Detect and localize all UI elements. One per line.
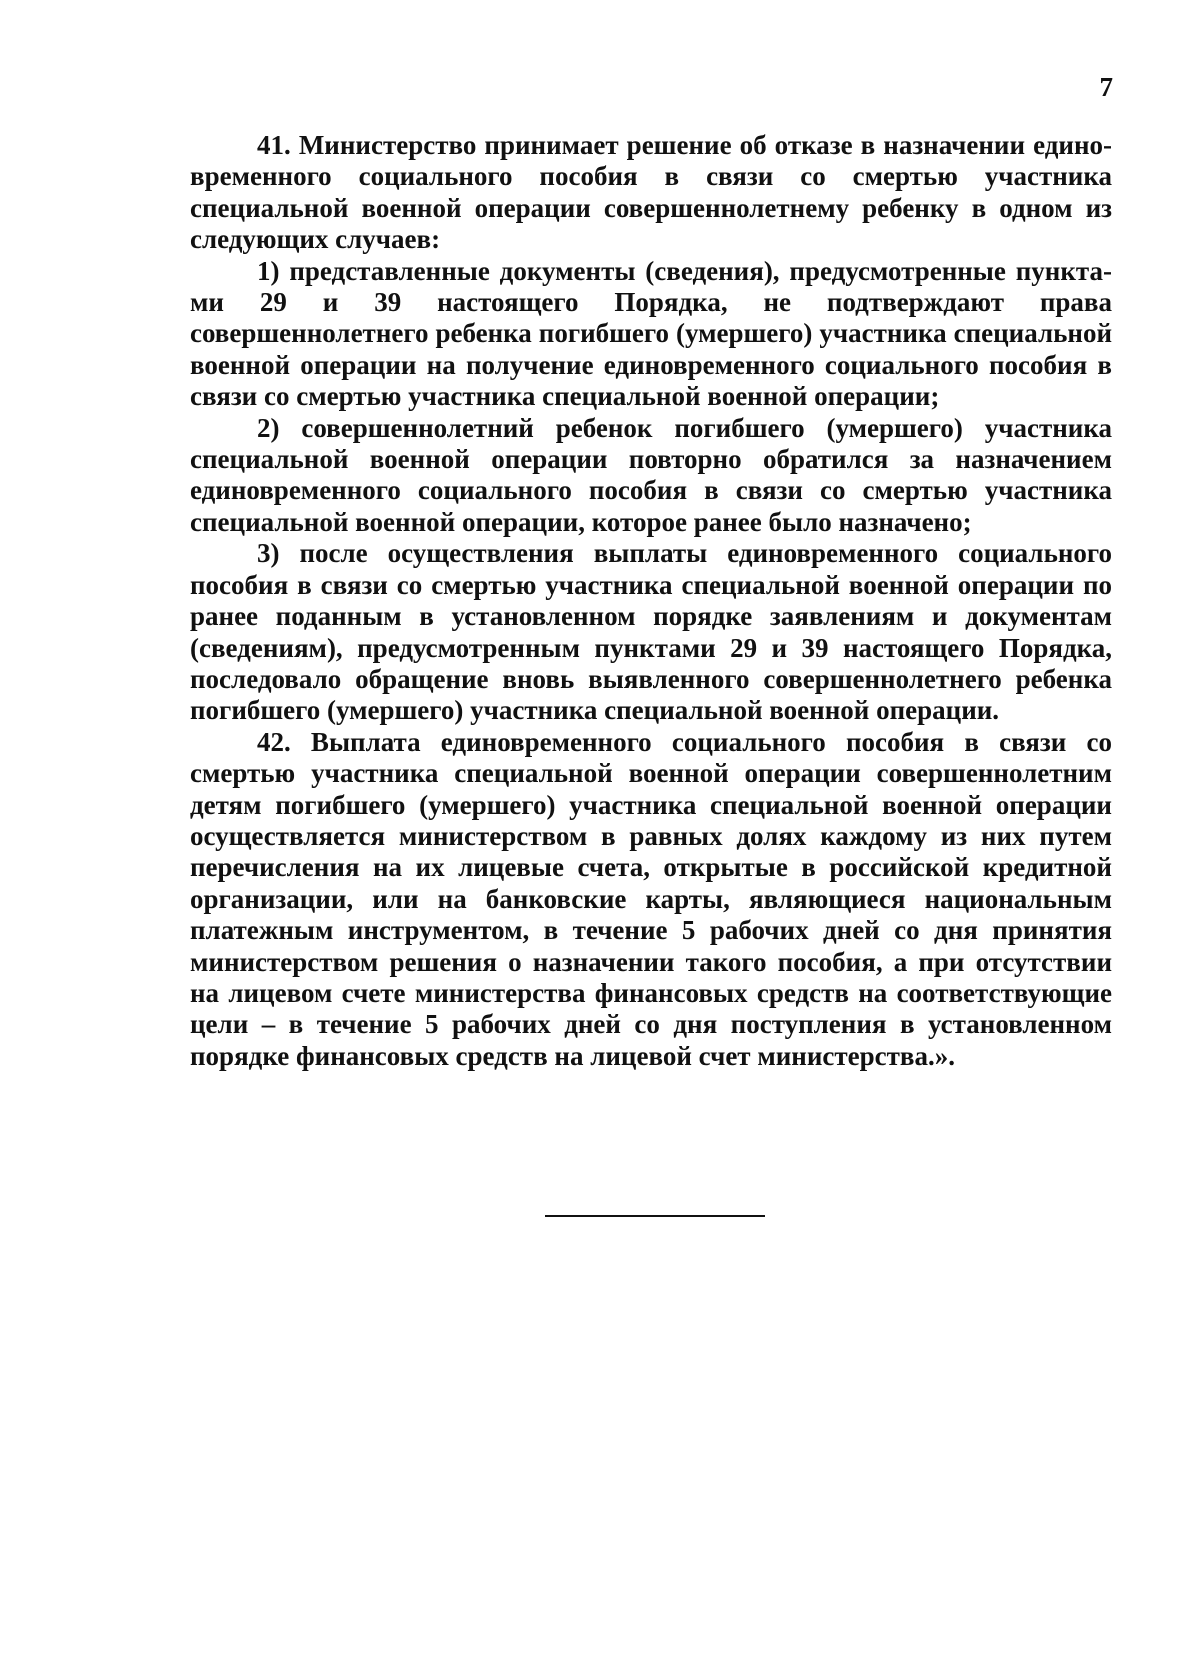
paragraph-41-item-3: 3) после осуществления выплаты единовременного социального пособия в связи со смертью участника специальной военной операции по ранее поданным в установленном порядке заявлениям и документам (сведениям), предусмотренным пунктами 29 и 39 настоящего Порядка, последовало обращение вновь выявленного совершеннолетнего ребенка погибшего (умершего) участника специальной военной операции. (190, 538, 1112, 726)
paragraph-41-item-2: 2) совершеннолетний ребенок погибшего (умершего) участника специальной военной операции повторно обратился за назначением единовременного социального пособия в связи со смертью участника специальной военной операции, которое ранее было назначено; (190, 412, 1112, 537)
paragraph-41: 41. Министерство принимает решение об отказе в назначении единовременного социального пособия в связи со смертью участника специальной военной операции совершеннолетнему ребенку в одном из следующих случаев: (190, 130, 1112, 255)
document-body (190, 130, 1112, 1072)
paragraph-41-item-1: 1) представленные документы (сведения), предусмотренные пунктами 29 и 39 настоящего Порядка, не подтверждают права совершеннолетнего ребенка погибшего (умершего) участника специальной военной операции на получение единовременного социального пособия в связи со смертью участника специальной военной операции; (190, 255, 1112, 412)
page-number: 7 (1099, 72, 1113, 102)
paragraph-42: 42. Выплата единовременного социального пособия в связи со смертью участника специальной военной операции совершеннолетним детям погибшего (умершего) участника специальной военной операции осуществляется министерством в равных долях каждому из них путем перечисления на их лицевые счета, открытые в российской кредитной организации, или на банковские карты, являющиеся национальным платежным инструментом, в течение 5 рабочих дней со дня принятия министерством решения о назначении такого пособия, а при отсутствии на лицевом счете министерства финансовых средств на соответствующие цели – в течение 5 рабочих дней со дня поступления в установленном порядке финансовых средств на лицевой счет министерства.». (190, 726, 1112, 1071)
end-of-document-rule (545, 1215, 765, 1217)
